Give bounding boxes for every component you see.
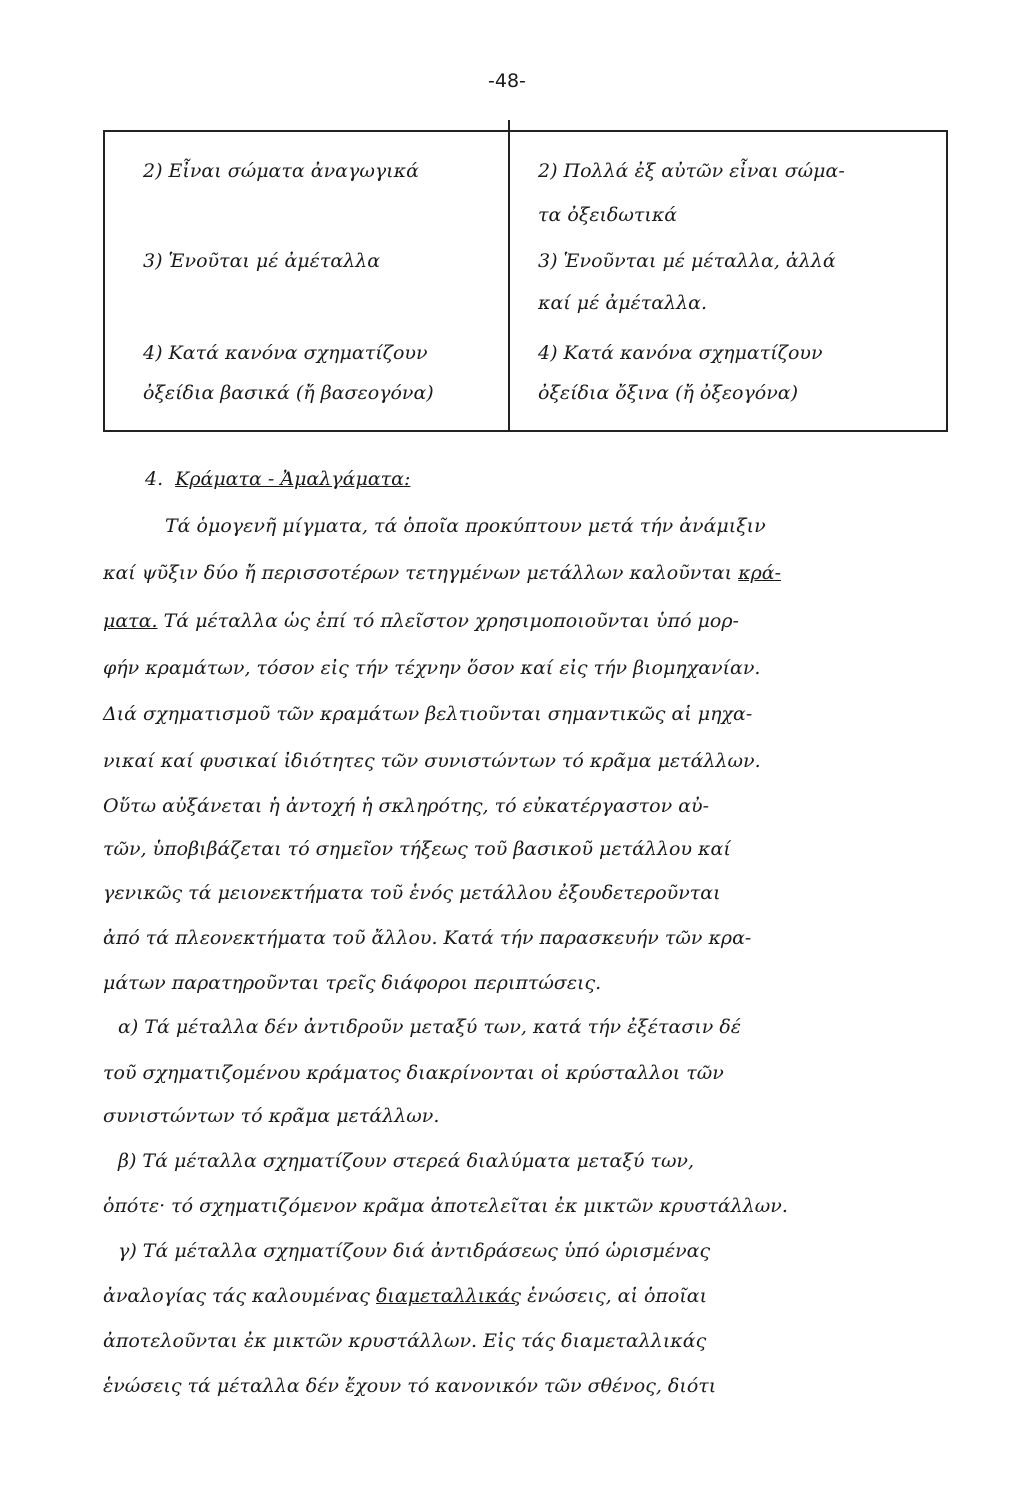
paragraph-line-9: γενικῶς τά μειονεκτήματα τοῦ ἑνός μετάλλου ἐξουδετεροῦνται — [103, 882, 721, 904]
paragraph-line-10: ἀπό τά πλεονεκτήματα τοῦ ἄλλου. Κατά τήν παρασκευήν τῶν κρα- — [103, 927, 752, 949]
case-c-line-2 — [103, 1285, 707, 1307]
section-number: 4. — [145, 468, 164, 490]
case-a-line-3: συνιστώντων τό κρᾶμα μετάλλων. — [103, 1105, 440, 1127]
case-a-line-2: τοῦ σχηματιζομένου κράματος διακρίνονται οἱ κρύσταλλοι τῶν — [103, 1062, 724, 1084]
table-column-divider — [508, 120, 510, 432]
paragraph-line-5: Διά σχηματισμοῦ τῶν κραμάτων βελτιοῦνται σημαντικῶς αἱ μηχα- — [103, 703, 753, 725]
left-cell-3: 3) Ἑνοῦται μέ ἀμέταλλα — [143, 250, 381, 272]
case-c-line-2-post: ἑνώσεις, αἱ ὁποῖαι — [521, 1285, 708, 1307]
left-cell-4-line2: ὀξείδια βασικά (ἤ βασεογόνα) — [143, 382, 434, 404]
paragraph-line-2 — [103, 562, 781, 584]
paragraph-line-2-text: καί ψῦξιν δύο ἤ περισσοτέρων τετηγμένων μετάλλων καλοῦνται — [103, 562, 739, 584]
case-c-line-3: ἀποτελοῦνται ἐκ μικτῶν κρυστάλλων. Εἰς τάς διαμεταλλικάς — [103, 1330, 707, 1352]
right-cell-4-line1: 4) Κατά κανόνα σχηματίζουν — [538, 342, 823, 364]
paragraph-line-4: φήν κραμάτων, τόσον εἰς τήν τέχνην ὅσον καί εἰς τήν βιομηχανίαν. — [103, 657, 761, 679]
case-b-line-2: ὁπότε· τό σχηματιζόμενον κρᾶμα ἀποτελεῖται ἐκ μικτῶν κρυστάλλων. — [103, 1195, 788, 1217]
paragraph-line-3 — [103, 610, 739, 632]
page-number: -48- — [488, 70, 526, 92]
underlined-term: κρά- — [738, 562, 782, 584]
case-a-line-1: α) Τά μέταλλα δέν ἀντιδροῦν μεταξύ των, κατά τήν ἐξέτασιν δέ — [118, 1016, 741, 1038]
right-cell-3-line2: καί μέ ἀμέταλλα. — [538, 292, 708, 314]
paragraph-line-7: Οὕτω αὐξάνεται ἡ ἀντοχή ἡ σκληρότης, τό εὐκατέργαστον αὐ- — [103, 795, 710, 817]
section-heading — [145, 468, 410, 490]
left-cell-2: 2) Εἶναι σώματα ἀναγωγικά — [143, 160, 419, 182]
right-cell-3-line1: 3) Ἑνοῦνται μέ μέταλλα, ἀλλά — [538, 250, 836, 272]
right-cell-2-line1: 2) Πολλά ἐξ αὐτῶν εἶναι σώμα- — [538, 160, 845, 182]
paragraph-line-8: τῶν, ὑποβιβάζεται τό σημεῖον τήξεως τοῦ βασικοῦ μετάλλου καί — [103, 838, 731, 860]
comparison-table — [103, 130, 948, 432]
section-title: Κράματα - Ἀμαλγάματα: — [175, 468, 411, 490]
underlined-term-cont: ματα. — [103, 610, 158, 632]
case-c-line-4: ἑνώσεις τά μέταλλα δέν ἔχουν τό κανονικόν τῶν σθένος, διότι — [103, 1375, 717, 1397]
right-cell-4-line2: ὀξείδια ὄξινα (ἤ ὀξεογόνα) — [538, 382, 799, 404]
paragraph-line-6: νικαί καί φυσικαί ἰδιότητες τῶν συνιστώντων τό κρᾶμα μετάλλων. — [103, 750, 761, 772]
case-b-line-1: β) Τά μέταλλα σχηματίζουν στερεά διαλύματα μεταξύ των, — [118, 1150, 695, 1172]
left-cell-4-line1: 4) Κατά κανόνα σχηματίζουν — [143, 342, 428, 364]
paragraph-line-3-text: Τά μέταλλα ὡς ἐπί τό πλεῖστον χρησιμοποιοῦνται ὑπό μορ- — [157, 610, 739, 632]
paragraph-line-1: Τά ὁμογενῆ μίγματα, τά ὁποῖα προκύπτουν μετά τήν ἀνάμιξιν — [165, 515, 766, 537]
paragraph-line-11: μάτων παρατηροῦνται τρεῖς διάφοροι περιπτώσεις. — [103, 972, 602, 994]
right-cell-2-line2: τα ὀξειδωτικά — [538, 204, 678, 226]
underlined-term-intermetallic: διαμεταλλικάς — [375, 1285, 522, 1307]
case-c-line-1: γ) Τά μέταλλα σχηματίζουν διά ἀντιδράσεως ὑπό ὡρισμένας — [118, 1240, 711, 1262]
case-c-line-2-pre: ἀναλογίας τάς καλουμένας — [103, 1285, 376, 1307]
